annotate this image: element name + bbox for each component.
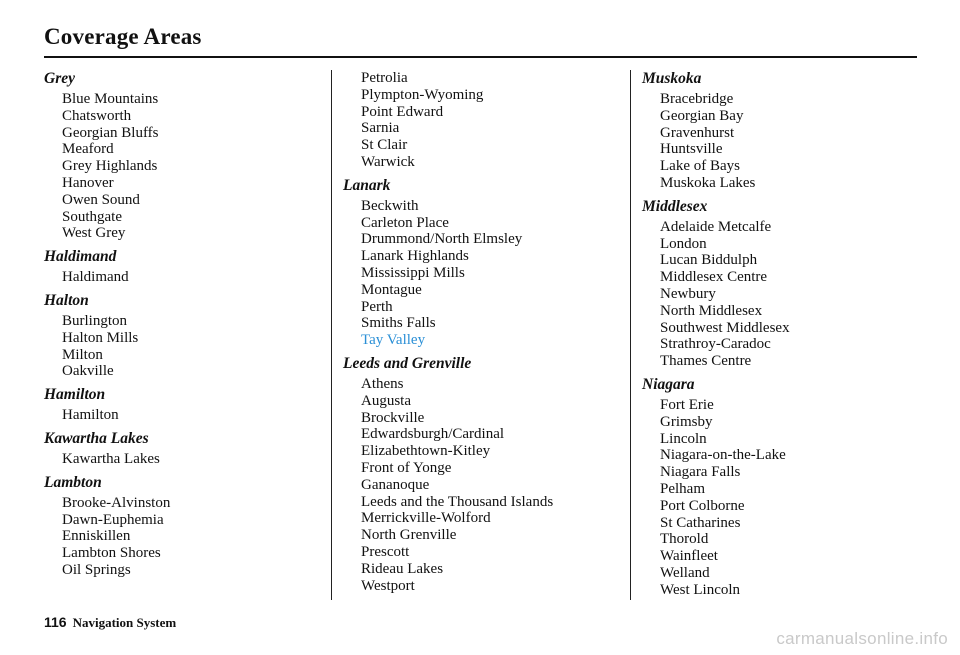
region-heading: Muskoka [642,70,702,87]
city-item: Georgian Bay [660,107,744,124]
city-item: Niagara Falls [660,464,741,481]
region-heading: Lambton [44,473,102,491]
city-item: Plympton-Wyoming [361,86,484,103]
city-item: Hamilton [62,407,119,424]
city-item: St Catharines [660,514,741,531]
city-item: Point Edward [361,103,444,120]
city-item: Montague [361,281,422,298]
city-item: Oil Springs [62,561,131,578]
city-item: Pelham [660,480,705,497]
city-item: Welland [660,564,710,581]
city-item: Haldimand [62,269,129,286]
city-item: Halton Mills [62,329,139,346]
city-item: Newbury [660,285,716,302]
city-item: Owen Sound [62,191,140,208]
city-item: Athens [361,375,404,392]
region-heading: Lanark [343,176,391,194]
region-heading: Kawartha Lakes [44,429,149,447]
region-heading: Hamilton [44,386,106,404]
city-item: Wainfleet [660,548,718,565]
city-item: Elizabethtown-Kitley [361,443,491,460]
city-item: Muskoka Lakes [660,174,756,191]
city-item: Perth [361,298,393,315]
city-item: Lincoln [660,430,707,447]
city-item: Georgian Bluffs [62,124,159,141]
coverage-column-2 [343,70,623,594]
city-item: West Lincoln [660,581,741,598]
region-heading: Halton [44,291,89,309]
title-rule [44,56,917,58]
city-item: Brockville [361,409,425,426]
city-item: Prescott [361,543,410,560]
region-heading: Niagara [642,375,695,393]
city-item: North Middlesex [660,302,763,319]
city-item: Chatsworth [62,107,132,124]
city-item: Dawn-Euphemia [62,511,164,528]
city-item: Edwardsburgh/Cardinal [361,426,505,443]
region-heading: Middlesex [642,197,708,215]
city-item: Rideau Lakes [361,560,444,577]
city-item: West Grey [62,225,126,242]
city-item: Milton [62,346,103,363]
city-item: Hanover [62,174,114,191]
city-item: Niagara-on-the-Lake [660,447,786,464]
coverage-column-3 [642,70,922,599]
city-item: Grimsby [660,413,713,430]
city-item: Lanark Highlands [361,248,469,265]
city-item: St Clair [361,137,408,154]
city-item: Enniskillen [62,528,131,545]
city-item: Kawartha Lakes [62,450,160,467]
city-item: Southgate [62,208,122,225]
city-item: Southwest Middlesex [660,319,790,336]
city-item: North Grenville [361,527,457,544]
city-item: Gananoque [361,476,430,493]
city-item: Petrolia [361,70,408,86]
city-item: London [660,235,707,252]
city-item: Beckwith [361,197,419,214]
page-footer [44,614,176,631]
section-name: Navigation System [72,615,177,630]
city-item: Fort Erie [660,396,714,413]
city-item: Meaford [62,141,114,158]
city-item: Augusta [361,392,411,409]
region-heading: Grey [44,70,75,87]
city-item: Smiths Falls [361,315,436,332]
city-item: Blue Mountains [62,91,159,107]
page-number: 116 [44,614,67,630]
city-item: Lucan Biddulph [660,252,758,269]
city-item: Thorold [660,531,709,548]
city-item: Drummond/North Elmsley [361,231,523,248]
region-heading: Haldimand [44,248,117,266]
city-item: Carleton Place [361,214,449,231]
city-item: Bracebridge [660,91,734,107]
page-title: Coverage Areas [44,24,202,49]
coverage-column-1 [44,70,324,579]
city-item: Huntsville [660,141,723,158]
city-item: Merrickville-Wolford [361,510,491,527]
city-item: Middlesex Centre [660,269,768,286]
column-divider [630,70,631,600]
city-item: Thames Centre [660,353,752,370]
column-divider [331,70,332,600]
city-item: Mississippi Mills [361,264,465,281]
city-item: Port Colborne [660,497,745,514]
watermark: carmanualsonline.info [776,629,948,648]
region-heading: Leeds and Grenville [343,354,472,372]
city-item: Lake of Bays [660,158,740,175]
city-item: Leeds and the Thousand Islands [361,493,554,510]
city-item: Strathroy-Caradoc [660,336,771,353]
city-item: Gravenhurst [660,124,735,141]
city-item: Front of Yonge [361,459,452,476]
city-link[interactable]: Tay Valley [361,332,426,349]
city-item: Burlington [62,312,128,329]
city-item: Brooke-Alvinston [62,494,171,511]
city-item: Warwick [361,153,415,170]
city-item: Sarnia [361,120,400,137]
city-item: Lambton Shores [62,545,161,562]
city-item: Grey Highlands [62,158,158,175]
city-item: Westport [361,577,415,594]
city-item: Adelaide Metcalfe [660,218,772,235]
city-item: Oakville [62,363,114,380]
